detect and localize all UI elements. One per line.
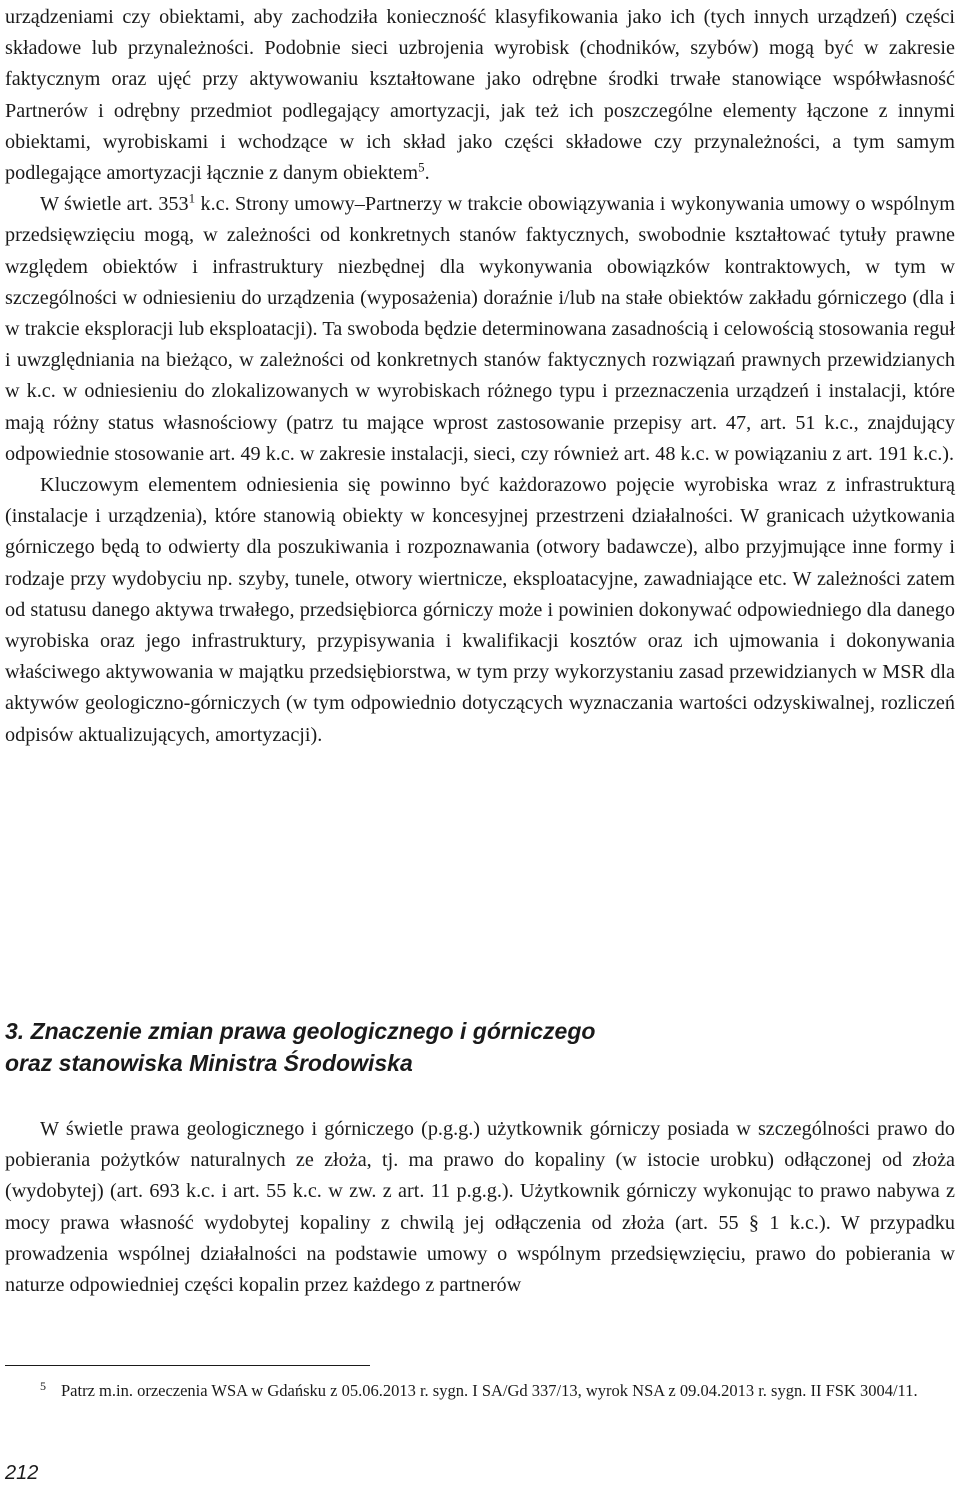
body-text-top [5, 2, 955, 751]
paragraph-3: Kluczowym elementem odniesienia się powinno być każdorazowo pojęcie wyrobiska wraz z infrastrukturą (instalacje i urządzenia), które stanowią obiekty w koncesyjnej przestrzeni działalności. W granicach użytkowania górniczego będą to odwierty dla poszukiwania i rozpoznawania (otwory badawcze), albo przyjmujące inne formy i rodzaje przy wydobyciu np. szyby, tunele, otwory wiertnicze, eksploatacyjne, zawadniające etc. W zależności zatem od statusu danego aktywa trwałego, przedsiębiorca górniczy może i powinien dokonywać odpowiedniego dla danego wyrobiska oraz jego infrastruktury, przypisywania i kwalifikacji kosztów oraz ich ujmowania i dokonywania właściwego aktywowania w majątku przedsiębiorstwa, w tym przy wykorzystaniu zasad przewidzianych w MSR dla aktywów geologiczno-górniczych (w tym odpowiednio dotyczących wyznaczania wartości odzyskiwalnej, rozliczeń odpisów aktualizujących, amortyzacji). [5, 474, 955, 746]
body-text-bottom [5, 1114, 955, 1301]
section-heading-line-2: oraz stanowiska Ministra Środowiska [5, 1050, 413, 1076]
section-heading [5, 1015, 955, 1079]
page-number: 212 [5, 1462, 39, 1484]
footnote-number: 5 [40, 1378, 46, 1393]
footnote-text: Patrz m.in. orzeczenia WSA w Gdańsku z 05.06.2013 r. sygn. I SA/Gd 337/13, wyrok NSA z 09.04.2013 r. sygn. II FSK 3004/11. [61, 1381, 918, 1400]
section-heading-line-1: 3. Znaczenie zmian prawa geologicznego i górniczego [5, 1018, 596, 1044]
superscript-1: 1 [188, 190, 196, 206]
footnote-ref-5[interactable]: 5 [418, 159, 425, 175]
paragraph-1-text: urządzeniami czy obiektami, aby zachodziła konieczność klasyfikowania jako ich (tych innych urządzeń) części składowe lub przynależności. Podobnie sieci uzbrojenia wyrobisk (chodników, szybów) mogą być w zakresie faktycznym oraz ujęć przy aktywowaniu kształtowane jako odrębne środki trwałe stanowiące współwłasność Partnerów i odrębny przedmiot podlegający amortyzacji, jak też ich poszczególne elementy łączone z innymi obiektami, wyrobiskami i wchodzące w ich skład jako części składowe czy przynależności, a tym samym podlegające amortyzacji łącznie z danym obiektem [5, 6, 955, 185]
footnote [5, 1377, 955, 1405]
footnote-divider [5, 1365, 370, 1366]
paragraph-1 [5, 2, 955, 189]
paragraph-2 [5, 189, 955, 470]
paragraph-2-start: W świetle art. 353 [40, 193, 189, 216]
paragraph-2-text: k.c. Strony umowy–Partnerzy w trakcie obowiązywania i wykonywania umowy o wspólnym przedsięwzięciu mogą, w zależności od konkretnych stanów faktycznych, swobodnie kształtować tytuły prawne względem obiektów i infrastruktury niezbędnej dla wykonywania obowiązków kontraktowych, w tym w szczególności w odniesieniu do urządzenia (wyposażenia) doraźnie i/lub na stałe obiektów zakładu górniczego (dla i w trakcie eksploracji lub eksploatacji). Ta swoboda będzie determinowana zasadnością i celowością stosowania reguł i uwzględniania na bieżąco, w zależności od konkretnych stanów faktycznych rozwiązań prawnych przewidzianych w k.c. w odniesieniu do zlokalizowanych w wyrobiskach różnego typu i przeznaczenia urządzeń i instalacji, które mają różny status własnościowy (patrz tu mające wprost zastosowanie przepisy art. 47, art. 51 k.c., znajdujący odpowiednie stosowanie art. 49 k.c. w zakresie instalacji, sieci, czy również art. 48 k.c. w powiązaniu z art. 191 k.c.). [5, 193, 955, 465]
paragraph-4: W świetle prawa geologicznego i górniczego (p.g.g.) użytkownik górniczy posiada w szczególności prawo do pobierania pożytków naturalnych ze złoża, tj. ma prawo do kopaliny (w istocie urobku) odłączonej od złoża (wydobytej) (art. 693 k.c. i art. 55 k.c. w zw. z art. 11 p.g.g.). Użytkownik górniczy wykonując to prawo nabywa z mocy prawa własność wydobytej kopaliny z chwilą jej odłączenia od złoża (art. 55 § 1 k.c.). W przypadku prowadzenia wspólnej działalności na podstawie umowy o wspólnym przedsięwzięciu, prawo do pobierania w naturze odpowiedniej części kopalin przez każdego z partnerów [5, 1118, 955, 1297]
paragraph-1-end: . [424, 162, 430, 185]
